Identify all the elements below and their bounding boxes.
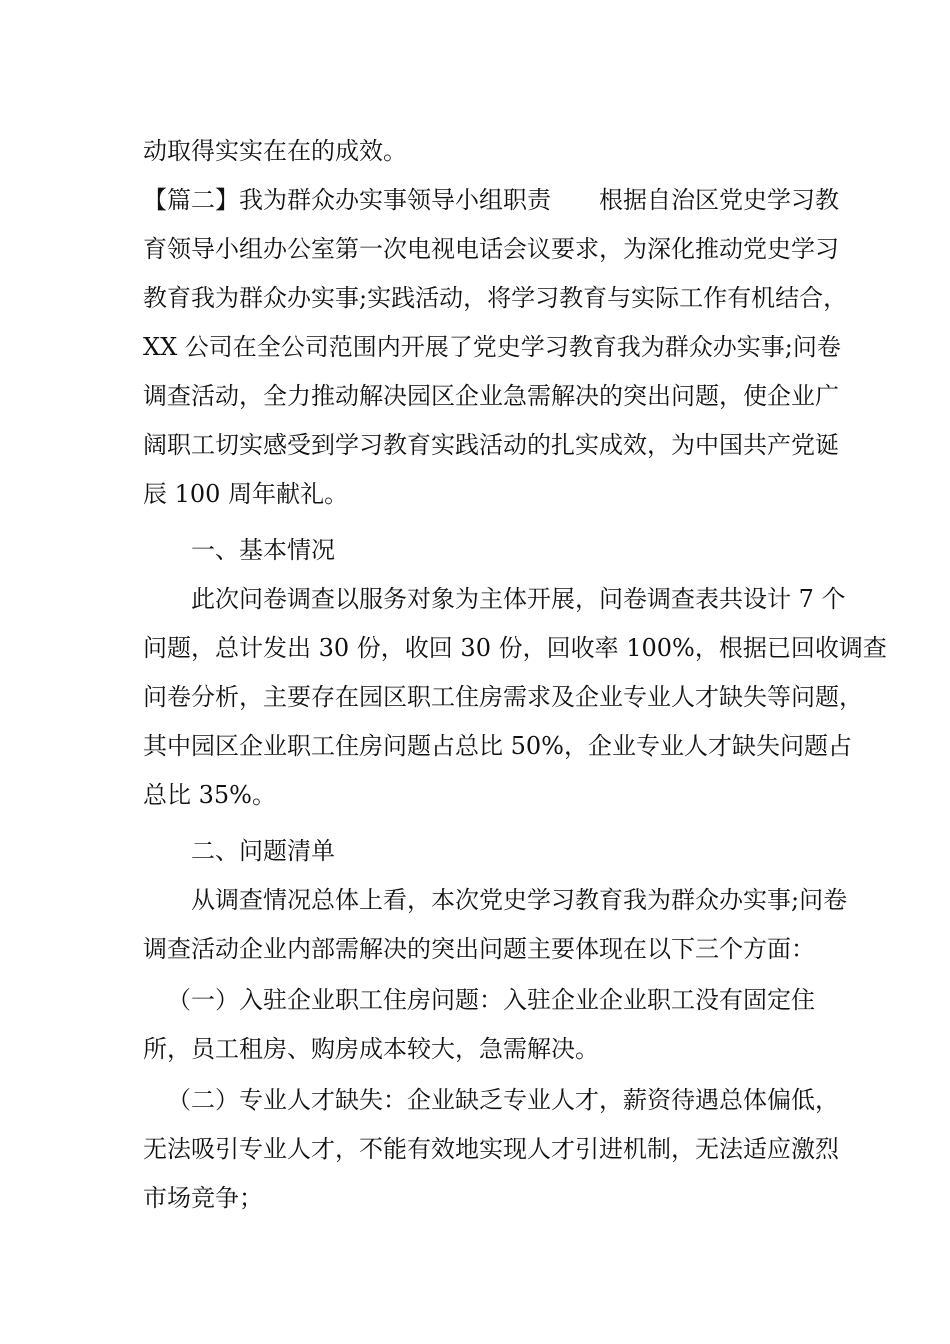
text-line: 其中园区企业职工住房问题占总比 50%，企业专业人才缺失问题占 [143, 732, 852, 760]
text-line: 所，员工租房、购房成本较大，急需解决。 [143, 1035, 599, 1063]
text-line: 辰 100 周年献礼。 [143, 480, 349, 508]
text-line: 问题，总计发出 30 份，收回 30 份，回收率 100%，根据已回收调查 [143, 634, 887, 662]
text-line: 市场竞争； [143, 1184, 263, 1212]
text-line: 从调查情况总体上看，本次党史学习教育我为群众办实事;问卷 [191, 886, 848, 914]
text-line: 动取得实实在在的成效。 [143, 137, 407, 165]
text-line: 总比 35%。 [143, 781, 276, 809]
text-line: 无法吸引专业人才，不能有效地实现人才引进机制，无法适应激烈 [143, 1135, 839, 1163]
text-line: 此次问卷调查以服务对象为主体开展，问卷调查表共设计 7 个 [191, 585, 846, 613]
text-line: 教育我为群众办实事;实践活动，将学习教育与实际工作有机结合， [143, 284, 848, 312]
text-line: 阔职工切实感受到学习教育实践活动的扎实成效，为中国共产党诞 [143, 431, 839, 459]
text-line: （二）专业人才缺失：企业缺乏专业人才，薪资待遇总体偏低， [167, 1086, 839, 1114]
heading-basic-situation: 一、基本情况 [191, 536, 335, 564]
text-line: 调查活动企业内部需解决的突出问题主要体现在以下三个方面： [143, 935, 815, 963]
heading-problem-list: 二、问题清单 [191, 837, 335, 865]
text-line: 问卷分析，主要存在园区职工住房需求及企业专业人才缺失等问题， [143, 683, 863, 711]
text-line: （一）入驻企业职工住房问题：入驻企业企业职工没有固定住 [167, 986, 815, 1014]
section-heading-line: 【篇二】我为群众办实事领导小组职责 根据自治区党史学习教 [143, 186, 839, 214]
text-line: XX 公司在全公司范围内开展了党史学习教育我为群众办实事;问卷 [143, 333, 841, 361]
text-line: 育领导小组办公室第一次电视电话会议要求，为深化推动党史学习 [143, 235, 839, 263]
text-line: 调查活动，全力推动解决园区企业急需解决的突出问题，使企业广 [143, 382, 839, 410]
